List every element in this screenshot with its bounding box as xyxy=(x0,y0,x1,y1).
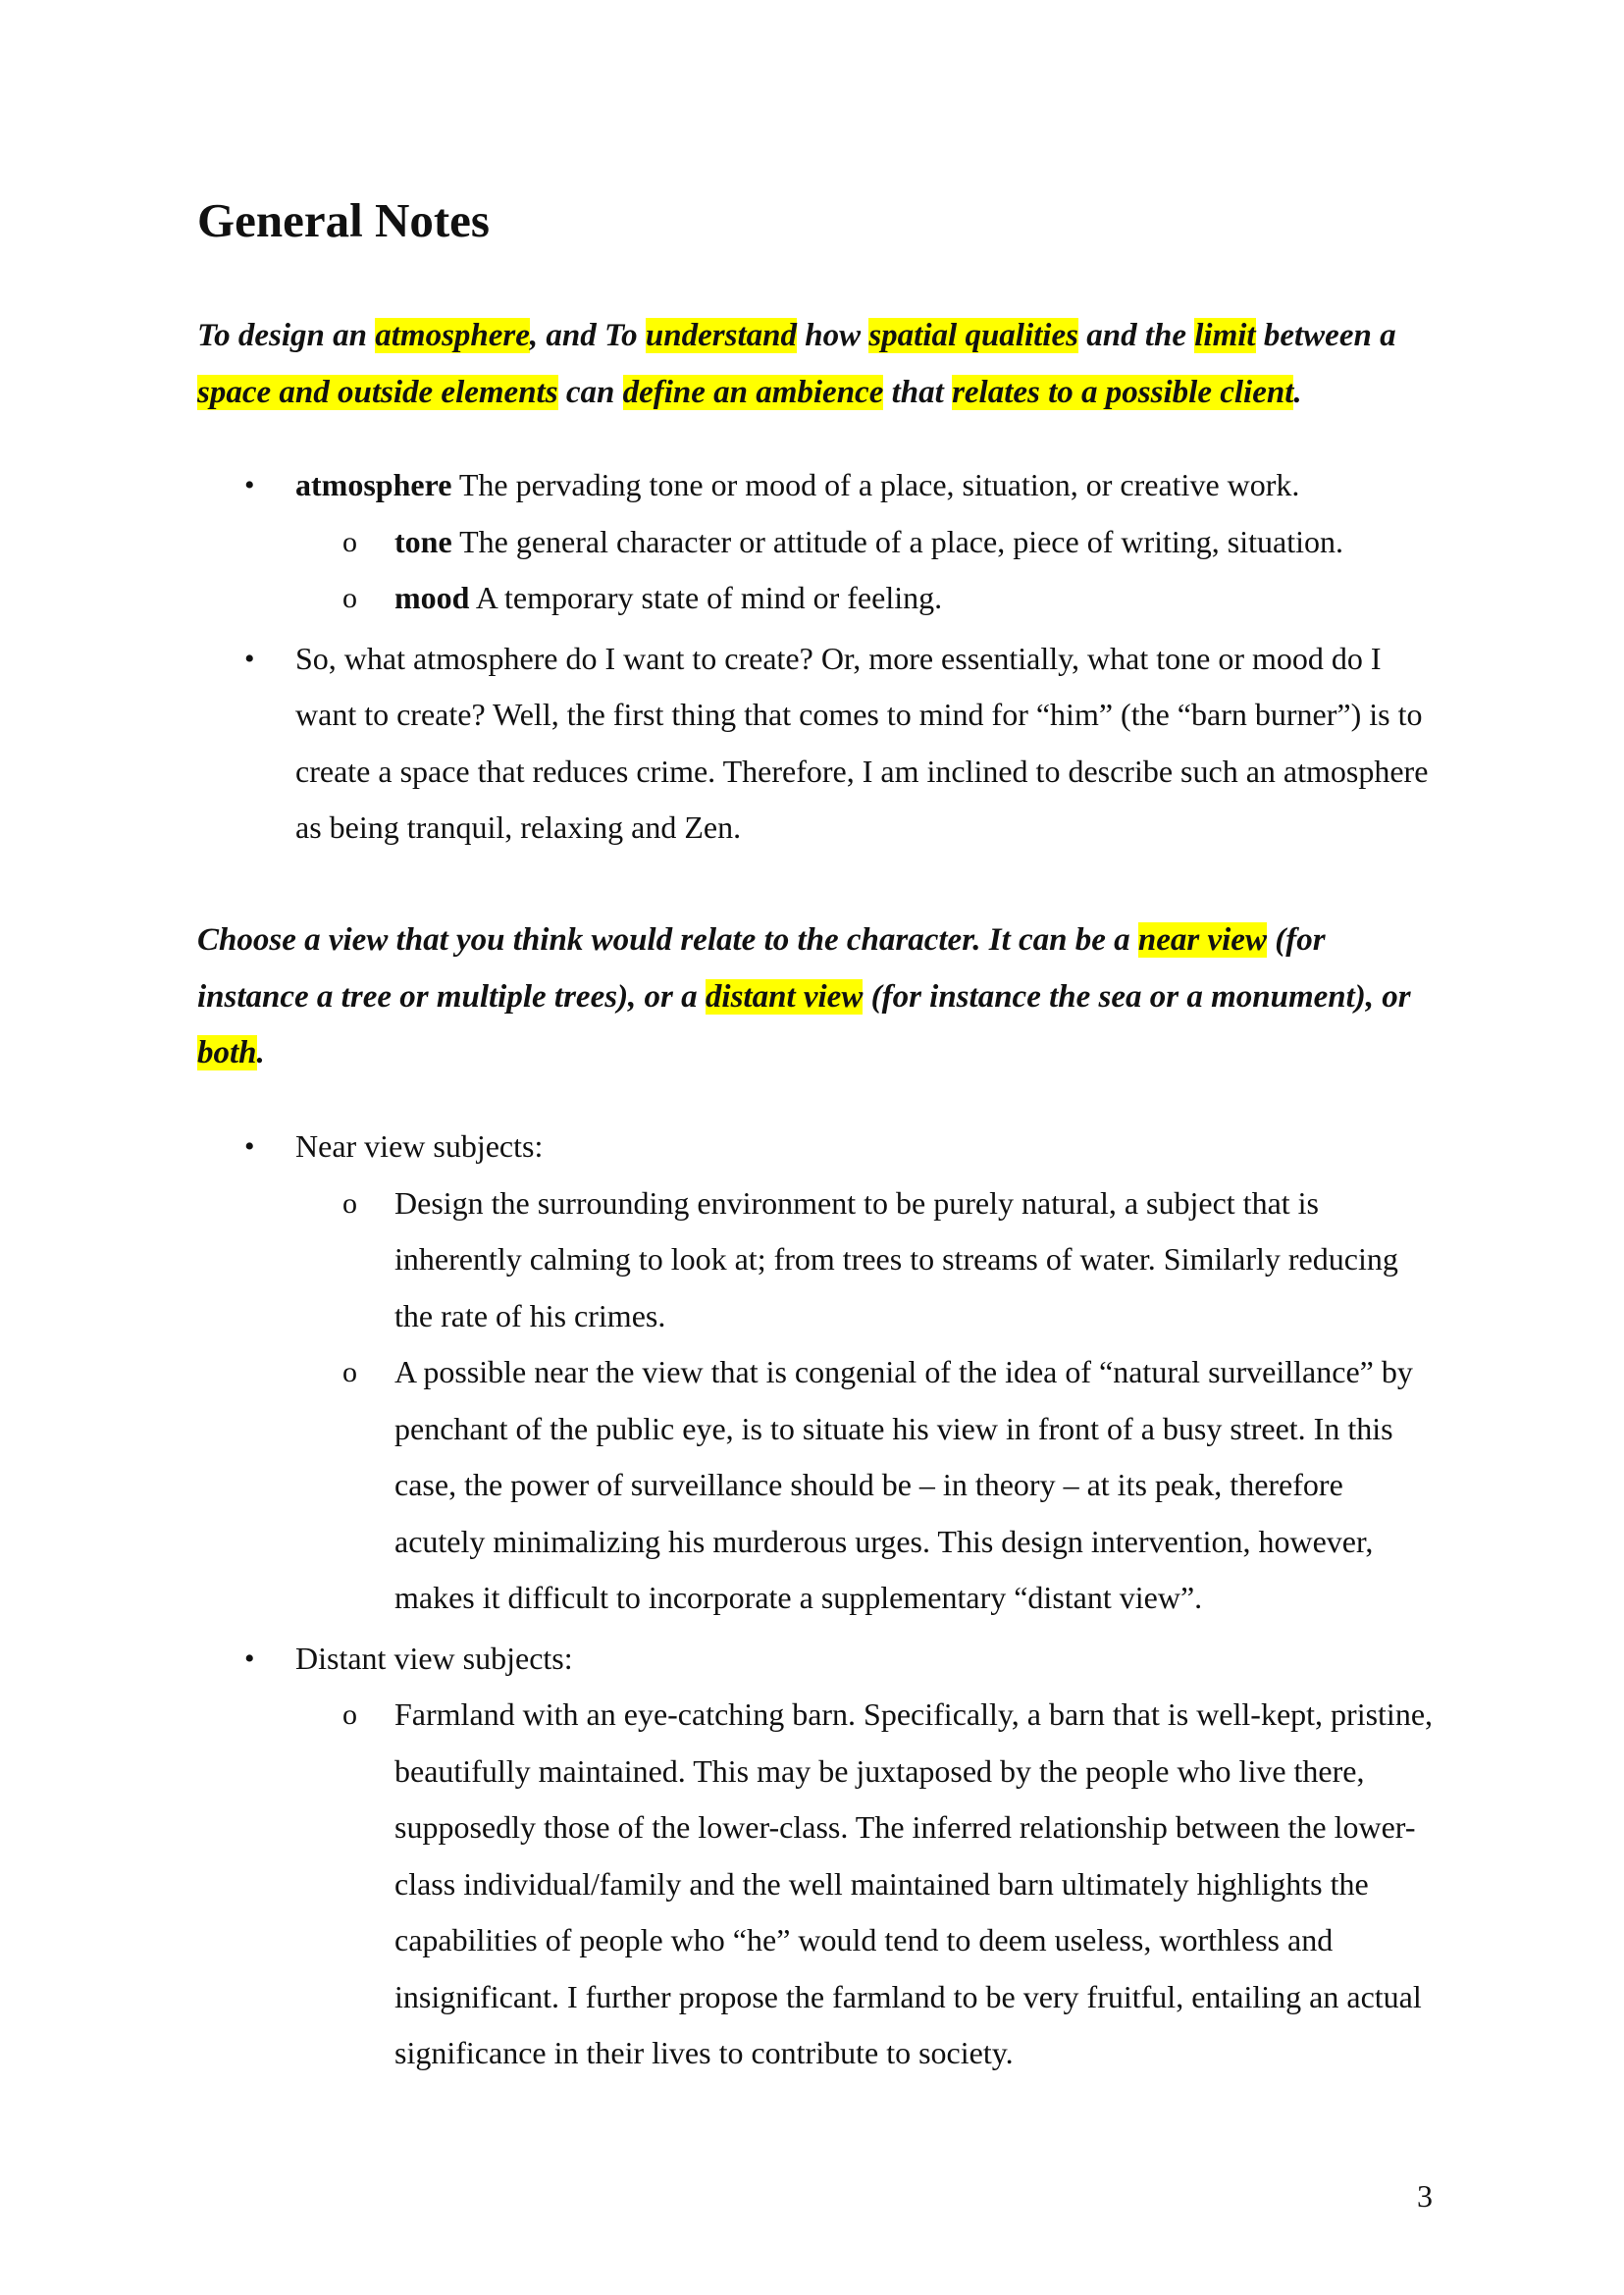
term-atmosphere: atmosphere xyxy=(295,467,452,502)
prompt2-text-4: . xyxy=(256,1035,265,1070)
highlight-space-outside-elements: space and outside elements xyxy=(197,374,558,410)
list-item-distant-view xyxy=(197,1631,1439,1688)
prompt-view xyxy=(197,913,1439,1082)
term-tone: tone xyxy=(394,523,452,559)
page-number: 3 xyxy=(1417,2178,1433,2214)
near-view-heading: Near view subjects: xyxy=(295,1128,544,1164)
distant-view-heading: Distant view subjects: xyxy=(295,1640,573,1676)
prompt-atmosphere xyxy=(197,308,1439,421)
list-item-near-natural xyxy=(197,1175,1439,1345)
circle-marker: o xyxy=(342,525,357,558)
prompt1-text-2: , and To xyxy=(529,318,646,353)
list-item-distant-farmland xyxy=(197,1687,1439,2082)
views-list xyxy=(197,1119,1439,2082)
atmosphere-question-text: So, what atmosphere do I want to create? Or, more essentially, what tone or mood do I want to create? Well, the first thing that comes to mind for “him” (the “barn burner”) is to create a space that reduces crime. Therefore, I am inclined to describe such an atmosphere as being tranquil, relaxing and Zen. xyxy=(295,640,1429,845)
highlight-distant-view: distant view xyxy=(705,978,864,1015)
prompt2-text-2: (for instance a tree or multiple trees), or a xyxy=(197,922,1326,1015)
highlight-limit: limit xyxy=(1194,318,1256,353)
prompt1-text-6: can xyxy=(557,374,623,410)
list-item-near-view xyxy=(197,1119,1439,1175)
list-item-near-street xyxy=(197,1344,1439,1627)
circle-marker: o xyxy=(342,1186,357,1220)
term-mood: mood xyxy=(394,580,470,615)
bullet-marker: • xyxy=(244,1642,255,1675)
bullet-marker: • xyxy=(244,1130,255,1163)
list-item-atmosphere xyxy=(197,457,1439,514)
circle-marker: o xyxy=(342,582,357,614)
prompt1-text-8: . xyxy=(1293,374,1302,410)
distant-view-item-farmland: Farmland with an eye-catching barn. Specifically, a barn that is well-kept, pristine, beautifully maintained. This may be juxtaposed by the people who live there, supposedly those of the lower-class. The inferred relationship between the lower-class individual/family and the well maintained barn ultimately highlights the capabilities of people who “he” would tend to deem useless, worthless and insignificant. I further propose the farmland to be very fruitful, entailing an actual significance in their lives to contribute to society. xyxy=(394,1696,1434,2070)
circle-marker: o xyxy=(342,1698,357,1731)
highlight-spatial-qualities: spatial qualities xyxy=(868,318,1078,353)
list-item-mood xyxy=(197,570,1439,627)
prompt1-text-3: how xyxy=(796,318,869,353)
prompt1-text-1: To design an xyxy=(197,318,376,353)
prompt1-text-4: and the xyxy=(1077,318,1195,353)
list-item-tone xyxy=(197,514,1439,571)
definition-atmosphere: The pervading tone or mood of a place, situation, or creative work. xyxy=(451,467,1300,502)
highlight-relates-client: relates to a possible client xyxy=(952,374,1294,410)
bullet-marker: • xyxy=(244,469,255,501)
highlight-atmosphere: atmosphere xyxy=(375,318,530,353)
definition-tone: The general character or attitude of a place, piece of writing, situation. xyxy=(451,523,1343,559)
bullet-marker: • xyxy=(244,642,255,675)
highlight-near-view: near view xyxy=(1137,922,1267,958)
highlight-define-ambience: define an ambience xyxy=(622,374,884,410)
definitions-list xyxy=(197,457,1439,857)
prompt2-text-1: Choose a view that you think would relate to the character. It can be a xyxy=(197,922,1138,958)
prompt1-text-7: that xyxy=(883,374,953,410)
prompt1-text-5: between a xyxy=(1255,318,1396,353)
definition-mood: A temporary state of mind or feeling. xyxy=(469,580,943,615)
circle-marker: o xyxy=(342,1356,357,1388)
highlight-both: both xyxy=(197,1035,257,1070)
page-title: General Notes xyxy=(197,193,490,247)
prompt2-text-3: (for instance the sea or a monument), or xyxy=(863,978,1411,1015)
near-view-item-natural: Design the surrounding environment to be purely natural, a subject that is inherently calming to look at; from trees to streams of water. Similarly reducing the rate of his crimes. xyxy=(394,1184,1398,1333)
highlight-understand: understand xyxy=(645,318,797,353)
list-item-question xyxy=(197,631,1439,857)
near-view-item-street: A possible near the view that is congenial of the idea of “natural surveillance” by penchant of the public eye, is to situate his view in front of a busy street. In this case, the power of surveillance should be – in theory – at its peak, therefore acutely minimalizing his murderous urges. This design intervention, however, makes it difficult to incorporate a supplementary “distant view”. xyxy=(394,1354,1413,1615)
